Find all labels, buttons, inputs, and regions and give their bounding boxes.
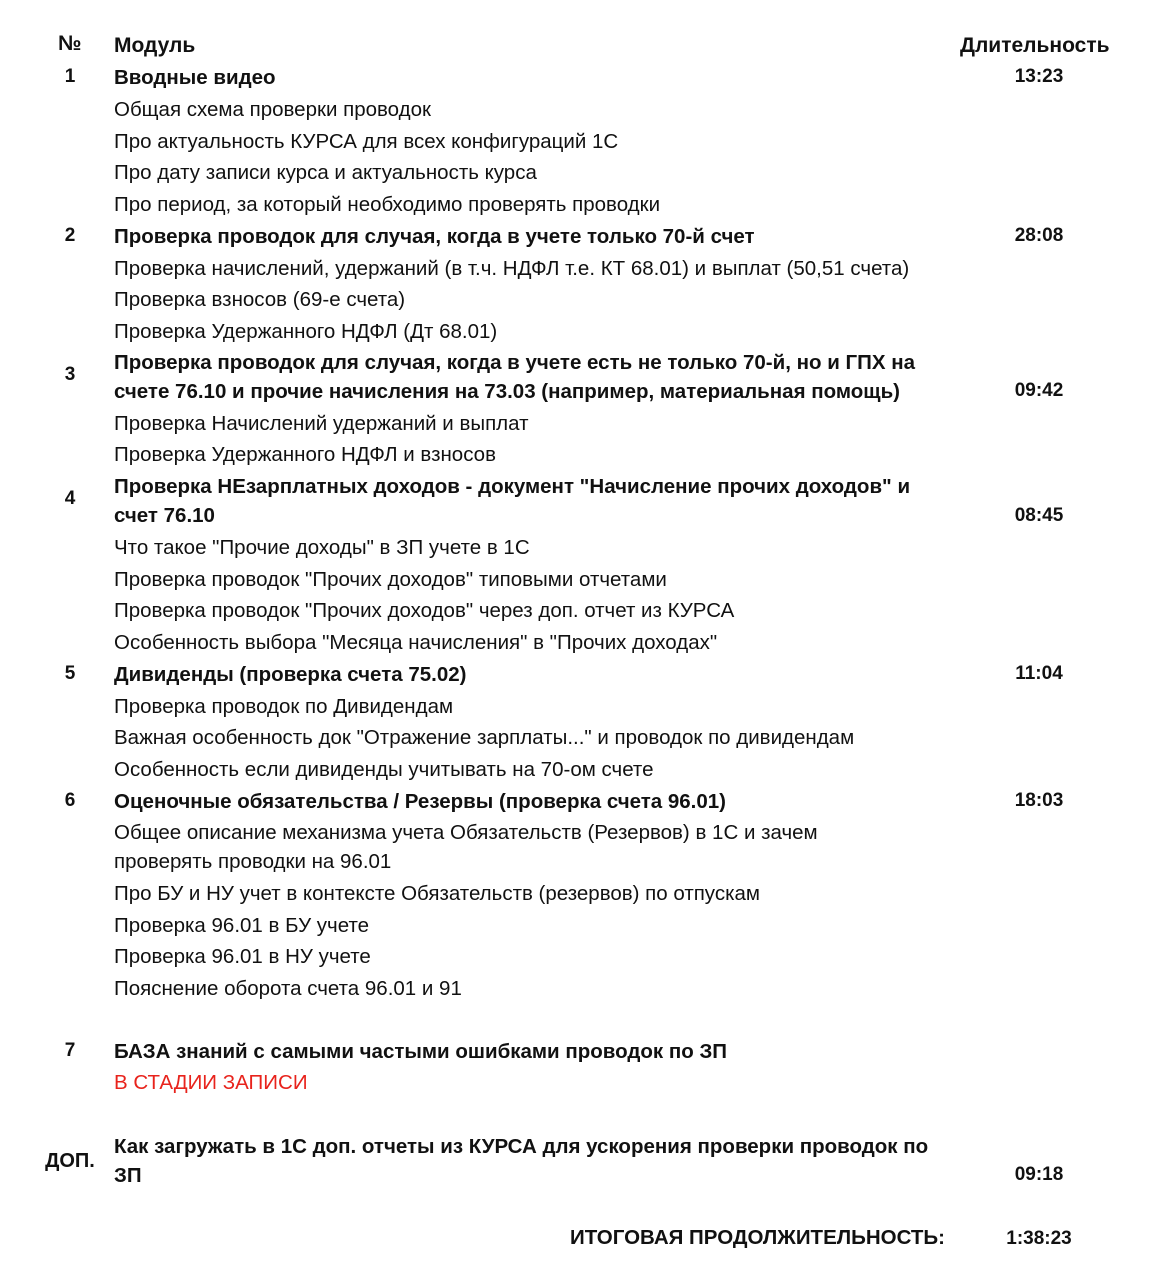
lesson-item: Проверка проводок по Дивидендам — [114, 695, 454, 718]
lesson-item: Проверка проводок "Прочих доходов" типовыми отчетами — [114, 568, 667, 591]
lesson-item: Про дату записи курса и актуальность курса — [114, 161, 537, 184]
lesson-item: Про актуальность КУРСА для всех конфигураций 1С — [114, 130, 619, 153]
module-number: 3 — [64, 364, 76, 385]
module-duration: 09:42 — [1014, 380, 1064, 401]
lesson-item: Проверка Начислений удержаний и выплат — [114, 412, 529, 435]
module-number: 7 — [64, 1040, 76, 1061]
lesson-item: Пояснение оборота счета 96.01 и 91 — [114, 977, 462, 1000]
lesson-item: Особенность выбора "Месяца начисления" в "Прочих доходах" — [114, 631, 718, 654]
module-title: Проверка проводок для случая, когда в учете есть не только 70-й, но и ГПХ на счете 76.10 и прочие начисления на 73.03 (например, материальная помощь) — [114, 351, 916, 403]
module-duration: 08:45 — [1014, 505, 1064, 526]
lesson-item: Важная особенность док "Отражение зарплаты..." и проводок по дивидендам — [114, 726, 855, 749]
module-title: Как загружать в 1С доп. отчеты из КУРСА для ускорения проверки проводок по ЗП — [114, 1135, 929, 1187]
module-duration: 13:23 — [1014, 66, 1064, 87]
module-title: БАЗА знаний с самыми частыми ошибками проводок по ЗП — [114, 1040, 728, 1063]
module-title: Оценочные обязательства / Резервы (проверка счета 96.01) — [114, 790, 726, 813]
module-duration: 28:08 — [1014, 225, 1064, 246]
module-number: 2 — [64, 225, 76, 246]
lesson-item: Проверка взносов (69-е счета) — [114, 288, 406, 311]
lesson-item: Что такое "Прочие доходы" в ЗП учете в 1С — [114, 536, 530, 559]
header-number: № — [58, 32, 82, 55]
lesson-item: Проверка Удержанного НДФЛ (Дт 68.01) — [114, 320, 498, 343]
lesson-item: Про БУ и НУ учет в контексте Обязательств (резервов) по отпускам — [114, 882, 760, 905]
module-number: 5 — [64, 663, 76, 684]
module-number: 6 — [64, 790, 76, 811]
lesson-item: Проверка Удержанного НДФЛ и взносов — [114, 443, 496, 466]
total-duration: 1:38:23 — [1006, 1228, 1072, 1249]
module-title: Проверка НЕзарплатных доходов - документ "Начисление прочих доходов" и счет 76.10 — [114, 475, 911, 527]
lesson-item: Проверка 96.01 в НУ учете — [114, 945, 371, 968]
lesson-item: Проверка начислений, удержаний (в т.ч. НДФЛ т.е. КТ 68.01) и выплат (50,51 счета) — [114, 257, 910, 280]
module-title: Проверка проводок для случая, когда в учете только 70-й счет — [114, 225, 755, 248]
module-number: 1 — [64, 66, 76, 87]
header-module: Модуль — [114, 34, 196, 57]
status-badge: В СТАДИИ ЗАПИСИ — [114, 1071, 308, 1094]
module-duration: 11:04 — [1015, 663, 1063, 684]
module-title: Дивиденды (проверка счета 75.02) — [114, 663, 467, 686]
module-duration: 18:03 — [1014, 790, 1064, 811]
lesson-item: Проверка 96.01 в БУ учете — [114, 914, 370, 937]
lesson-item: Общая схема проверки проводок — [114, 98, 431, 121]
lesson-item: Общее описание механизма учета Обязательств (Резервов) в 1С и зачем проверять проводки на 96.01 — [114, 821, 818, 873]
total-label: ИТОГОВАЯ ПРОДОЛЖИТЕЛЬНОСТЬ: — [570, 1226, 945, 1249]
module-number: 4 — [64, 488, 76, 509]
module-title: Вводные видео — [114, 66, 276, 89]
header-duration: Длительность — [960, 34, 1110, 57]
lesson-item: Проверка проводок "Прочих доходов" через доп. отчет из КУРСА — [114, 599, 735, 622]
lesson-item: Про период, за который необходимо проверять проводки — [114, 193, 661, 216]
module-duration: 09:18 — [1014, 1164, 1064, 1185]
module-number: ДОП. — [45, 1150, 95, 1172]
lesson-item: Особенность если дивиденды учитывать на 70-ом счете — [114, 758, 654, 781]
